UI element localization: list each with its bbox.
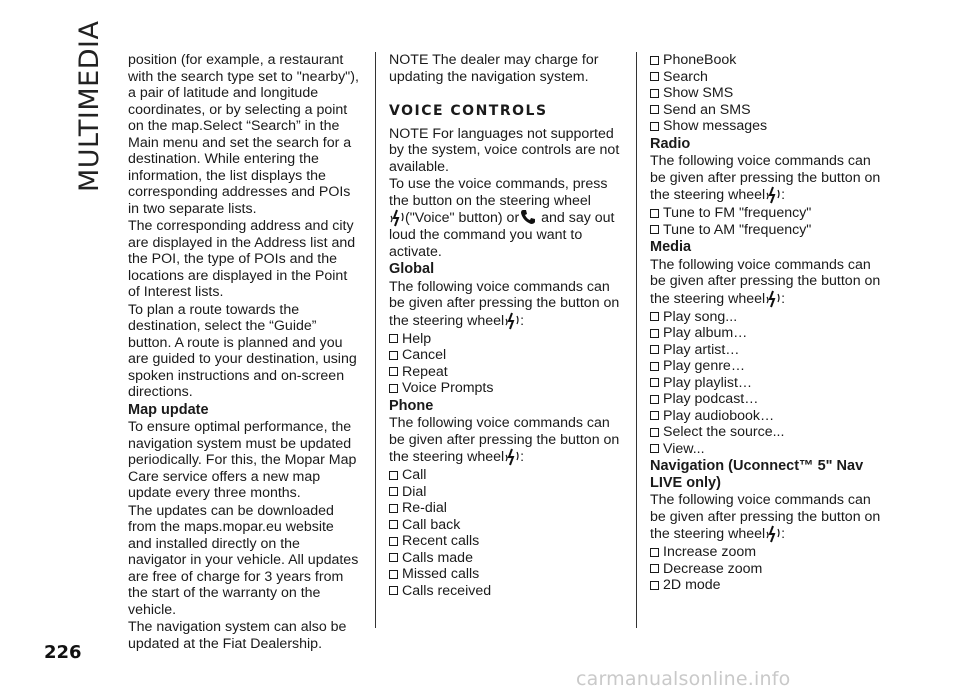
checkbox-bullet-icon [650, 411, 659, 420]
command-list-item [389, 566, 624, 583]
checkbox-bullet-icon [650, 329, 659, 338]
command-list-item [389, 380, 624, 397]
command-text: Missed calls [402, 566, 480, 582]
checkbox-bullet-icon [389, 351, 398, 360]
command-text: Call back [402, 516, 461, 533]
radio-heading: Radio [650, 135, 691, 152]
checkbox-bullet-icon [650, 56, 659, 65]
command-text: PhoneBook [663, 52, 737, 68]
command-text: Play artist… [663, 341, 740, 358]
media-heading: Media [650, 239, 692, 255]
checkbox-bullet-icon [650, 395, 659, 404]
global-heading: Global [389, 261, 435, 277]
command-text: Cancel [402, 347, 447, 363]
column-2 [389, 52, 624, 600]
checkbox-bullet-icon [389, 553, 398, 562]
checkbox-bullet-icon [650, 89, 659, 98]
command-list-item [650, 85, 885, 102]
checkbox-bullet-icon [650, 122, 659, 131]
voice-usage-paragraph [389, 176, 624, 260]
command-list-item [650, 118, 885, 135]
command-text: Help [402, 330, 432, 347]
voice-steering-wheel-icon [766, 290, 780, 308]
paragraph: The following voice commands can be given after pressing the button on the steering wheel : [650, 492, 881, 542]
command-list-item [389, 500, 624, 517]
command-text: Show messages [663, 118, 768, 134]
checkbox-bullet-icon [389, 504, 398, 513]
command-list-item [650, 561, 885, 578]
command-text: Play song... [663, 308, 738, 325]
command-list-item [650, 102, 885, 119]
checkbox-bullet-icon [650, 72, 659, 81]
voice-steering-wheel-icon [505, 312, 519, 330]
checkbox-bullet-icon [389, 367, 398, 376]
checkbox-bullet-icon [650, 345, 659, 354]
voice-steering-wheel-icon [766, 186, 780, 204]
checkbox-bullet-icon [650, 444, 659, 453]
navigation-command-list [650, 544, 885, 594]
radio-command-list [650, 205, 885, 238]
checkbox-bullet-icon [389, 384, 398, 393]
text: The following voice commands can be given after pressing the button on the steering wheel [389, 415, 620, 465]
text: The following voice commands can be given after pressing the button on the steering wheel [650, 153, 881, 203]
command-text: Send an SMS [663, 101, 751, 118]
command-text: Re-dial [402, 500, 447, 516]
column-3 [650, 52, 885, 595]
command-text: Voice Prompts [402, 380, 494, 396]
command-text: Play genre… [663, 358, 746, 374]
command-list-item [650, 52, 885, 69]
command-text: Calls made [402, 549, 473, 566]
checkbox-bullet-icon [650, 548, 659, 557]
text: and say out loud the command you want to activate. [389, 210, 615, 260]
checkbox-bullet-icon [389, 520, 398, 529]
note-paragraph: NOTE The dealer may charge for updating the navigation system. [389, 52, 599, 85]
command-list-item [389, 347, 624, 364]
command-text: Calls received [402, 582, 492, 599]
section-side-title: MULTIMEDIA [74, 20, 105, 192]
command-list-item [650, 69, 885, 86]
checkbox-bullet-icon [650, 105, 659, 114]
paragraph: To ensure optimal performance, the navigation system must be updated periodically. For this, the Mopar Map Care service offers a new map update every three months. [128, 419, 357, 501]
command-text: Play album… [663, 325, 748, 341]
checkbox-bullet-icon [389, 487, 398, 496]
command-text: Tune to AM "frequency" [663, 221, 812, 238]
phone-command-list-continued [650, 52, 885, 135]
command-text: Dial [402, 483, 427, 500]
checkbox-bullet-icon [650, 362, 659, 371]
phone-heading: Phone [389, 397, 434, 414]
phone-command-list [389, 467, 624, 599]
command-list-item [650, 205, 885, 222]
command-text: Repeat [402, 363, 448, 380]
command-text: Increase zoom [663, 544, 757, 560]
command-text: 2D mode [663, 577, 721, 593]
media-command-list [650, 309, 885, 458]
voice-steering-wheel-icon [505, 448, 519, 466]
command-list-item [389, 533, 624, 550]
command-list-item [650, 222, 885, 239]
checkbox-bullet-icon [650, 378, 659, 387]
command-text: Play playlist… [663, 374, 753, 391]
text: ("Voice" button) or [405, 210, 520, 226]
voice-steering-wheel-icon [766, 525, 780, 543]
navigation-heading: Navigation (Uconnect™ 5" Nav LIVE only) [650, 458, 864, 491]
command-list-item [389, 583, 624, 600]
column-divider [375, 52, 376, 628]
command-list-item [650, 408, 885, 425]
command-list-item [650, 424, 885, 441]
command-text: Tune to FM "frequency" [663, 205, 812, 221]
command-text: View... [663, 440, 705, 457]
checkbox-bullet-icon [650, 581, 659, 590]
command-list-item [650, 441, 885, 458]
command-list-item [389, 484, 624, 501]
paragraph: The following voice commands can be given after pressing the button on the steering wheel : [389, 415, 620, 465]
phone-icon [520, 209, 536, 225]
global-command-list [389, 331, 624, 397]
checkbox-bullet-icon [389, 334, 398, 343]
command-list-item [389, 331, 624, 348]
command-list-item [389, 550, 624, 567]
paragraph: The corresponding address and city are displayed in the Address list and the POI, the type of POIs and the locations are displayed in the Point of Interest lists. [128, 218, 356, 300]
text: The following voice commands can be given after pressing the button on the steering wheel [650, 492, 881, 542]
command-list-item [650, 325, 885, 342]
note-paragraph: NOTE For languages not supported by the system, voice controls are not available. [389, 125, 620, 175]
map-update-heading: Map update [128, 401, 209, 418]
checkbox-bullet-icon [389, 471, 398, 480]
checkbox-bullet-icon [650, 225, 659, 234]
command-list-item [389, 364, 624, 381]
watermark-text: carmanualsonline.info [576, 668, 791, 690]
column-divider [636, 52, 637, 628]
checkbox-bullet-icon [389, 570, 398, 579]
command-list-item [650, 375, 885, 392]
paragraph: position (for example, a restaurant with the search type set to "nearby"), a pair of latitude and longitude coordinates, or by selecting a point on the map.Select “Search” in the Main menu and set the search for a destination. While entering the information, the list displays the corresponding addresses and POIs in two separate lists. [128, 52, 359, 217]
checkbox-bullet-icon [389, 537, 398, 546]
voice-steering-wheel-icon [390, 209, 404, 227]
command-list-item [389, 467, 624, 484]
command-text: Show SMS [663, 85, 734, 101]
paragraph: The following voice commands can be given after pressing the button on the steering wheel : [650, 256, 881, 307]
command-text: Play podcast… [663, 391, 759, 407]
command-list-item [650, 391, 885, 408]
column-1 [128, 52, 360, 653]
paragraph: The navigation system can also be updated at the Fiat Dealership. [128, 619, 347, 652]
checkbox-bullet-icon [650, 564, 659, 573]
command-list-item [650, 309, 885, 326]
command-text: Search [663, 68, 708, 85]
paragraph: The updates can be downloaded from the maps.mopar.eu website and installed directly on the navigator in your vehicle. All updates are free of charge for 3 years from the start of the warranty on the vehicle. [128, 502, 359, 618]
command-text: Play audiobook… [663, 407, 775, 424]
command-text: Decrease zoom [663, 560, 763, 577]
page-number: 226 [44, 642, 82, 663]
command-list-item [650, 577, 885, 594]
command-text: Recent calls [402, 533, 480, 549]
command-text: Select the source... [663, 424, 785, 440]
checkbox-bullet-icon [650, 428, 659, 437]
command-list-item [650, 342, 885, 359]
voice-controls-heading: VOICE CONTROLS [389, 103, 548, 119]
text: The following voice commands can be given after pressing the button on the steering wheel [389, 278, 620, 329]
text: The following voice commands can be given after pressing the button on the steering wheel [650, 256, 881, 307]
paragraph: The following voice commands can be given after pressing the button on the steering wheel : [650, 153, 881, 203]
checkbox-bullet-icon [650, 312, 659, 321]
command-list-item [650, 544, 885, 561]
paragraph: The following voice commands can be given after pressing the button on the steering wheel : [389, 278, 620, 329]
command-list-item [389, 517, 624, 534]
checkbox-bullet-icon [650, 209, 659, 218]
paragraph: To plan a route towards the destination, select the “Guide” button. A route is planned and you are guided to your destination, using spoken instructions and on-screen directions. [128, 301, 357, 400]
command-text: Call [402, 467, 427, 483]
text: To use the voice commands, press the button on the steering wheel [389, 176, 608, 209]
command-list-item [650, 358, 885, 375]
checkbox-bullet-icon [389, 586, 398, 595]
